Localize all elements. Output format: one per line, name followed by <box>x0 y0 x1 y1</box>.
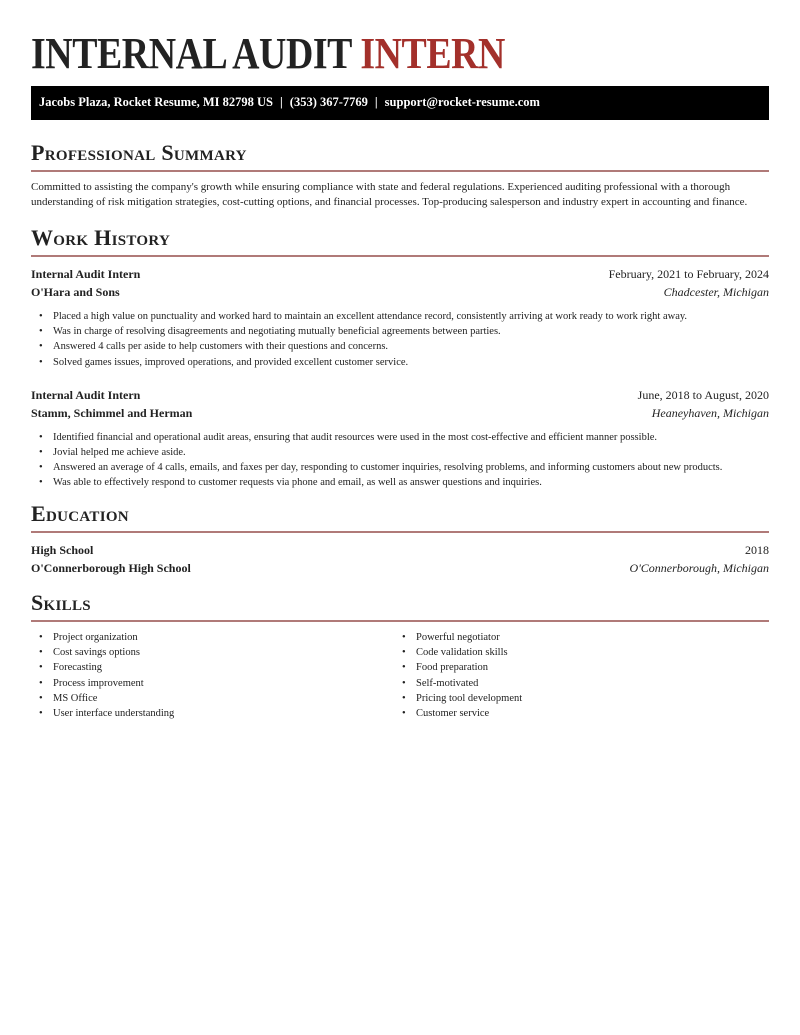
job-dates: June, 2018 to August, 2020 <box>637 387 769 402</box>
skill-item: • Cost savings options <box>31 645 394 660</box>
skill-item: • User interface understanding <box>31 706 394 721</box>
job-company: Stamm, Schimmel and Herman <box>31 405 193 420</box>
work-history-section <box>31 225 769 491</box>
education-section <box>31 501 769 577</box>
list-item: • Answered 4 calls per aside to help customers with their questions and concerns. <box>31 339 769 354</box>
skill-item: • Food preparation <box>394 660 757 675</box>
resume-title <box>31 28 505 79</box>
school-location: O'Connerborough, Michigan <box>629 561 769 575</box>
skill-item: • Forecasting <box>31 660 394 675</box>
list-item: • Placed a high value on punctuality and worked hard to maintain an excellent attendance record, consistently arriving at work ready to work right away. <box>31 309 769 324</box>
contact-bar <box>31 86 769 120</box>
job-bullets <box>31 430 769 491</box>
skills-section <box>31 590 769 721</box>
job-entry <box>31 265 769 370</box>
list-item: • Identified financial and operational audit areas, ensuring that audit resources were used in the most cost-effective and efficient manner possible. <box>31 430 769 445</box>
section-divider <box>31 255 769 257</box>
separator: | <box>374 95 378 109</box>
list-item: • Solved games issues, improved operations, and provided excellent customer service. <box>31 355 769 370</box>
skills-list-left <box>31 630 394 721</box>
section-heading: Work History <box>31 225 171 250</box>
separator: | <box>280 95 283 109</box>
job-title: Internal Audit Intern <box>31 267 141 281</box>
job-company: O'Hara and Sons <box>31 285 120 299</box>
school-name: O'Connerborough High School <box>31 561 191 575</box>
skill-item: • MS Office <box>31 691 394 706</box>
contact-email[interactable]: support@rocket-resume.com <box>384 95 540 109</box>
title-main: INTERNAL AUDIT <box>31 29 352 78</box>
section-divider <box>31 620 769 622</box>
section-divider <box>31 170 769 172</box>
section-divider <box>31 531 769 533</box>
skill-item: • Project organization <box>31 630 394 645</box>
skill-item: • Powerful negotiator <box>394 630 757 645</box>
title-accent: INTERN <box>360 29 505 78</box>
skills-list-right <box>394 630 757 721</box>
summary-text: Committed to assisting the company's growth while ensuring compliance with state and federal regulations. Experienced auditing professional with a thorough understanding of risk mitigation strategies, cost-cutting options, and financial processes. Top-producing salesperson and industry expert in accounting and finance. <box>31 181 748 208</box>
job-title: Internal Audit Intern <box>31 387 141 402</box>
education-entry <box>31 541 769 577</box>
skill-item: • Process improvement <box>31 676 394 691</box>
graduation-year: 2018 <box>745 543 769 557</box>
degree: High School <box>31 543 94 557</box>
contact-address: Jacobs Plaza, Rocket Resume, MI 82798 US <box>39 95 274 109</box>
list-item: • Jovial helped me achieve aside. <box>31 445 769 460</box>
job-location: Heaneyhaven, Michigan <box>651 405 769 420</box>
section-heading: Skills <box>31 590 91 615</box>
section-heading: Education <box>31 501 129 526</box>
section-heading: Professional Summary <box>31 140 247 165</box>
list-item: • Was able to effectively respond to customer requests via phone and email, as well as answer questions and inquiries. <box>31 475 769 490</box>
job-dates: February, 2021 to February, 2024 <box>608 267 769 281</box>
contact-phone: (353) 367-7769 <box>289 95 368 109</box>
summary-section <box>31 140 769 210</box>
skill-item: • Self-motivated <box>394 676 757 691</box>
skill-item: • Pricing tool development <box>394 691 757 706</box>
skill-item: • Customer service <box>394 706 757 721</box>
skill-item: • Code validation skills <box>394 645 757 660</box>
list-item: • Answered an average of 4 calls, emails, and faxes per day, responding to customer inquiries, resolving problems, and informing customers about new products. <box>31 460 769 475</box>
job-entry <box>31 386 769 491</box>
job-location: Chadcester, Michigan <box>663 285 769 299</box>
list-item: • Was in charge of resolving disagreements and negotiating mutually beneficial agreements between parties. <box>31 324 769 339</box>
job-bullets <box>31 309 769 370</box>
